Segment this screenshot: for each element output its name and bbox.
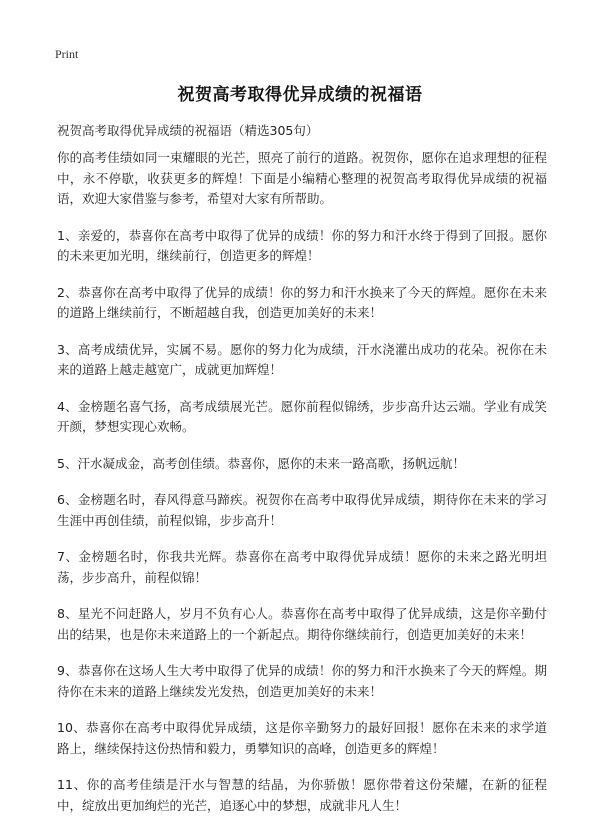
document-body <box>57 148 547 832</box>
blessing-item-11: 11、你的高考佳绩是汗水与智慧的结晶，为你骄傲！愿你带着这份荣耀，在新的征程中，绽放出更加绚烂的光芒，追逐心中的梦想，成就非凡人生！ <box>57 777 547 813</box>
blessing-item-1: 1、亲爱的，恭喜你在高考中取得了优异的成绩！你的努力和汗水终于得到了回报。愿你的未来更加光明，继续前行，创造更多的辉煌！ <box>57 227 547 263</box>
blessing-item-4: 4、金榜题名喜气扬，高考成绩展光芒。愿你前程似锦绣，步步高升达云端。学业有成笑开颜，梦想实现心欢畅。 <box>57 398 547 434</box>
document-subtitle: 祝贺高考取得优异成绩的祝福语（精选305句） <box>57 123 319 138</box>
blessing-item-9: 9、恭喜你在这场人生大考中取得了优异的成绩！你的努力和汗水换来了今天的辉煌。期待你在未来的道路上继续发光发热，创造更加美好的未来！ <box>57 663 547 699</box>
blessing-item-2: 2、恭喜你在高考中取得了优异的成绩！你的努力和汗水换来了今天的辉煌。愿你在未来的道路上继续前行，不断超越自我，创造更加美好的未来！ <box>57 284 547 320</box>
blessing-item-6: 6、金榜题名时，春风得意马蹄疾。祝贺你在高考中取得优异成绩，期待你在未来的学习生涯中再创佳绩，前程似锦，步步高升！ <box>57 492 547 528</box>
print-link[interactable]: Print <box>55 47 79 61</box>
page-title: 祝贺高考取得优异成绩的祝福语 <box>177 85 423 105</box>
blessing-item-5: 5、汗水凝成金，高考创佳绩。恭喜你，愿你的未来一路高歌，扬帆远航！ <box>57 455 465 471</box>
blessing-item-7: 7、金榜题名时，你我共光辉。恭喜你在高考中取得优异成绩！愿你的未来之路光明坦荡，步步高升，前程似锦！ <box>57 549 547 585</box>
blessing-item-10: 10、恭喜你在高考中取得优异成绩，这是你辛勤努力的最好回报！愿你在未来的求学道路上，继续保持这份热情和毅力，勇攀知识的高峰，创造更多的辉煌！ <box>57 720 547 756</box>
blessing-item-3: 3、高考成绩优异，实属不易。愿你的努力化为成绩，汗水浇灌出成功的花朵。祝你在未来的道路上越走越宽广，成就更加辉煌！ <box>57 341 547 377</box>
intro-paragraph: 你的高考佳绩如同一束耀眼的光芒，照亮了前行的道路。祝贺你，愿你在追求理想的征程中，永不停歇，收获更多的辉煌！下面是小编精心整理的祝贺高考取得优异成绩的祝福语，欢迎大家借鉴与参考，希望对大家有所帮助。 <box>57 150 547 206</box>
blessing-item-8: 8、星光不问赶路人，岁月不负有心人。恭喜你在高考中取得了优异成绩，这是你辛勤付出的结果，也是你未来道路上的一个新起点。期待你继续前行，创造更加美好的未来！ <box>57 606 547 642</box>
